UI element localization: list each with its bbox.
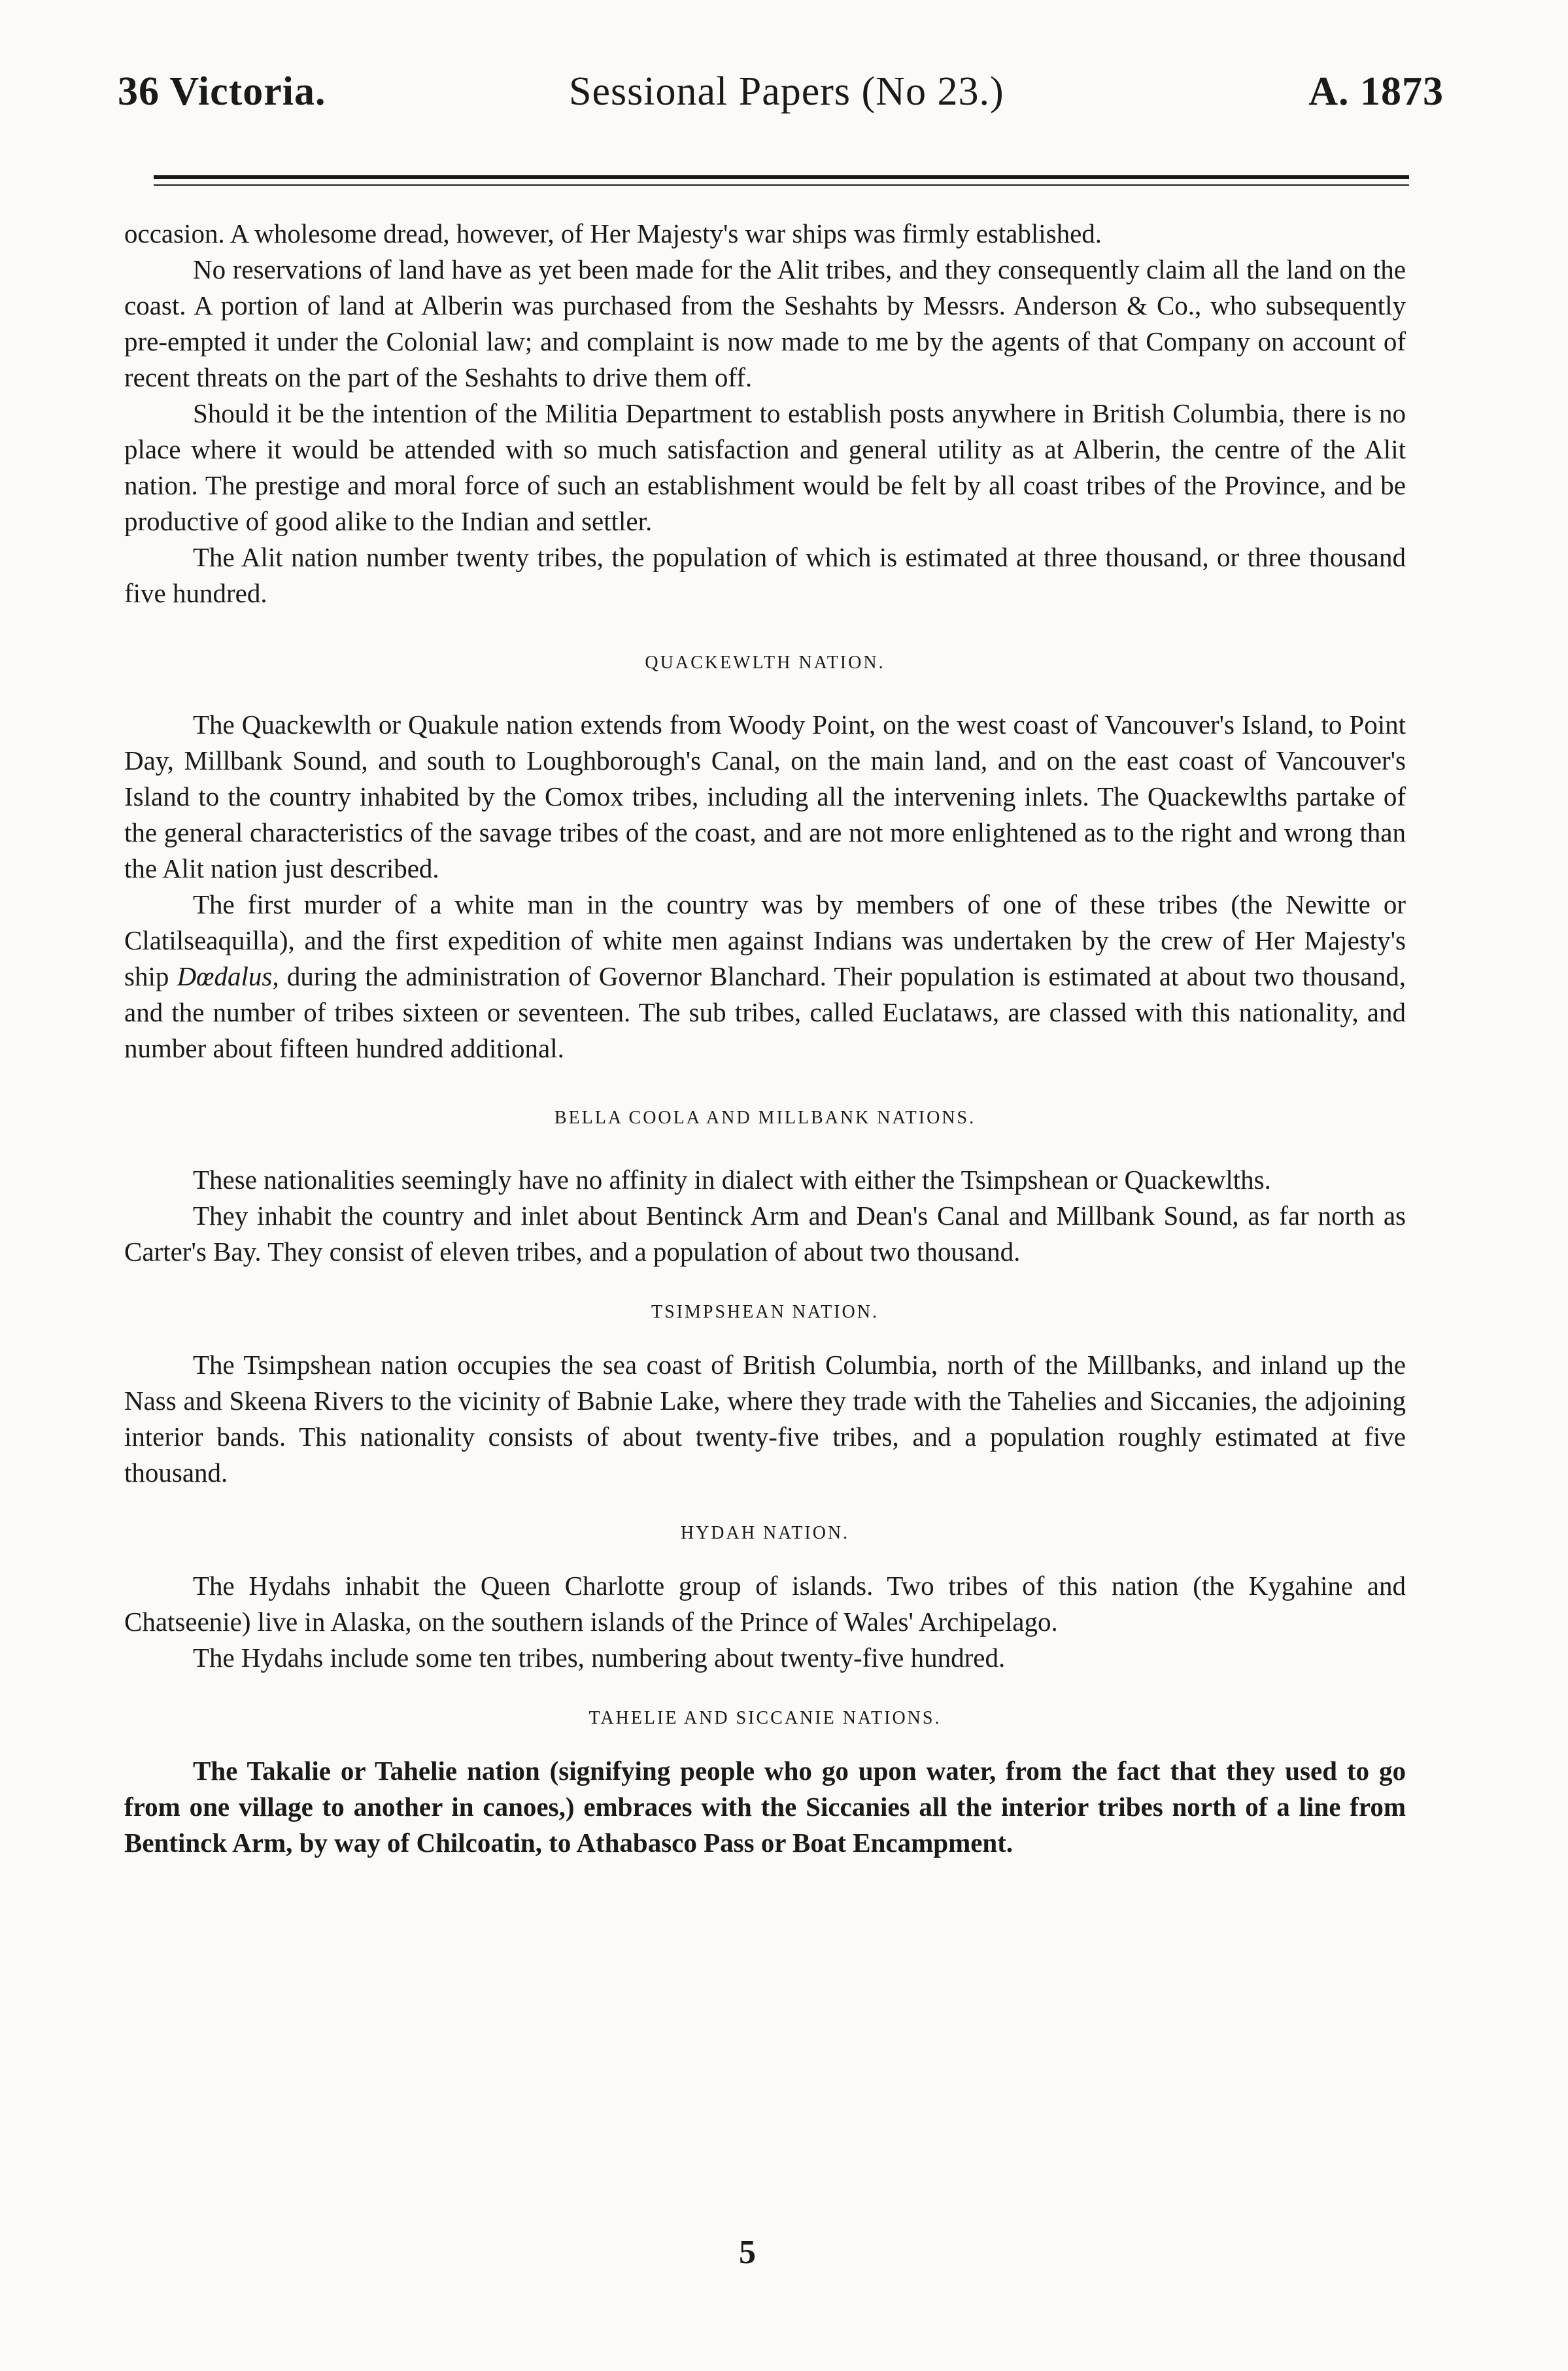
section-heading-hydah: HYDAH NATION. xyxy=(680,1523,850,1543)
section-heading-tsimpshean: TSIMPSHEAN NATION. xyxy=(651,1302,879,1322)
paragraph: These nationalities seemingly have no affinity in dialect with either the Tsimpshean or Quackewlths. xyxy=(193,1165,1271,1195)
section-heading-bella-coola: BELLA COOLA AND MILLBANK NATIONS. xyxy=(554,1108,976,1128)
paragraph: No reservations of land have as yet been made for the Alit tribes, and they consequently claim all the land on the coast. A portion of land at Alberin was purchased from the Seshahts by Messrs. Anderson & Co., who subsequently pre-empted it under the Colonial law; and complaint is now made to me by the agents of that Company on account of recent threats on the part of the Seshahts to drive them off. xyxy=(124,254,1406,392)
paragraph: The Alit nation number twenty tribes, the population of which is estimated at three thousand, or three thousand five hundred. xyxy=(124,542,1406,608)
paragraph-text: The first murder of a white man in the country was by members of one of these tribes (the Newitte or Clatilseaquilla), and the first expedition of white men against Indians was undertaken by the crew of Her Majesty's ship xyxy=(124,889,1406,991)
header-volume: 36 Victoria. xyxy=(118,69,326,114)
paragraph: The Hydahs inhabit the Queen Charlotte group of islands. Two tribes of this nation (the Kygahine and Chatseenie) live in Alaska, on the southern islands of the Prince of Wales' Archipelago. xyxy=(124,1571,1406,1637)
header-rule-thick xyxy=(154,175,1409,179)
header-rule-thin xyxy=(154,184,1409,186)
section-heading-tahelie: TAHELIE AND SICCANIE NATIONS. xyxy=(588,1708,942,1728)
paragraph: The Hydahs include some ten tribes, numbering about twenty-five hundred. xyxy=(193,1643,1006,1673)
paragraph: The Takalie or Tahelie nation (signifying people who go upon water, from the fact that they used to go from one village to another in canoes,) embraces with the Siccanies all the interior tribes north of a line from Bentinck Arm, by way of Chilcoatin, to Athabasco Pass or Boat Encampment. xyxy=(124,1756,1406,1858)
document-body xyxy=(124,216,1406,1861)
paragraph: Should it be the intention of the Militia Department to establish posts anywhere in British Columbia, there is no place where it would be attended with so much satisfaction and general utility as at Alberin, the centre of the Alit nation. The prestige and moral force of such an establishment would be felt by all coast tribes of the Province, and be productive of good alike to the Indian and settler. xyxy=(124,398,1406,536)
paragraph xyxy=(124,887,1406,1066)
paragraph: The Tsimpshean nation occupies the sea coast of British Columbia, north of the Millbanks, and inland up the Nass and Skeena Rivers to the vicinity of Babnie Lake, where they trade with the Tahelies and Siccanies, the adjoining interior bands. This nationality consists of about twenty-five tribes, and a population roughly estimated at five thousand. xyxy=(124,1350,1406,1488)
paragraph: They inhabit the country and inlet about Bentinck Arm and Dean's Canal and Millbank Sound, as far north as Carter's Bay. They consist of eleven tribes, and a population of about two thousand. xyxy=(124,1201,1406,1267)
paragraph: occasion. A wholesome dread, however, of Her Majesty's war ships was firmly established. xyxy=(124,218,1102,248)
header-title: Sessional Papers (No 23.) xyxy=(569,69,1004,114)
ship-name: Dœdalus, xyxy=(177,961,279,991)
paragraph: The Quackewlth or Quakule nation extends from Woody Point, on the west coast of Vancouver's Island, to Point Day, Millbank Sound, and south to Loughborough's Canal, on the main land, and on the east coast of Vancouver's Island to the country inhabited by the Comox tribes, including all the intervening inlets. The Quackewlths partake of the general characteristics of the savage tribes of the coast, and are not more enlightened as to the right and wrong than the Alit nation just described. xyxy=(124,709,1406,883)
paragraph-text: during the administration of Governor Blanchard. Their population is estimated at about two thousand, and the number of tribes sixteen or seventeen. The sub tribes, called Euclataws, are classed with this nationality, and number about fifteen hundred additional. xyxy=(124,961,1406,1063)
section-heading-quackewlth: QUACKEWLTH NATION. xyxy=(645,653,885,673)
running-head xyxy=(118,69,1444,128)
signature-mark: 5 xyxy=(739,2234,756,2271)
header-year: A. 1873 xyxy=(1308,69,1444,114)
